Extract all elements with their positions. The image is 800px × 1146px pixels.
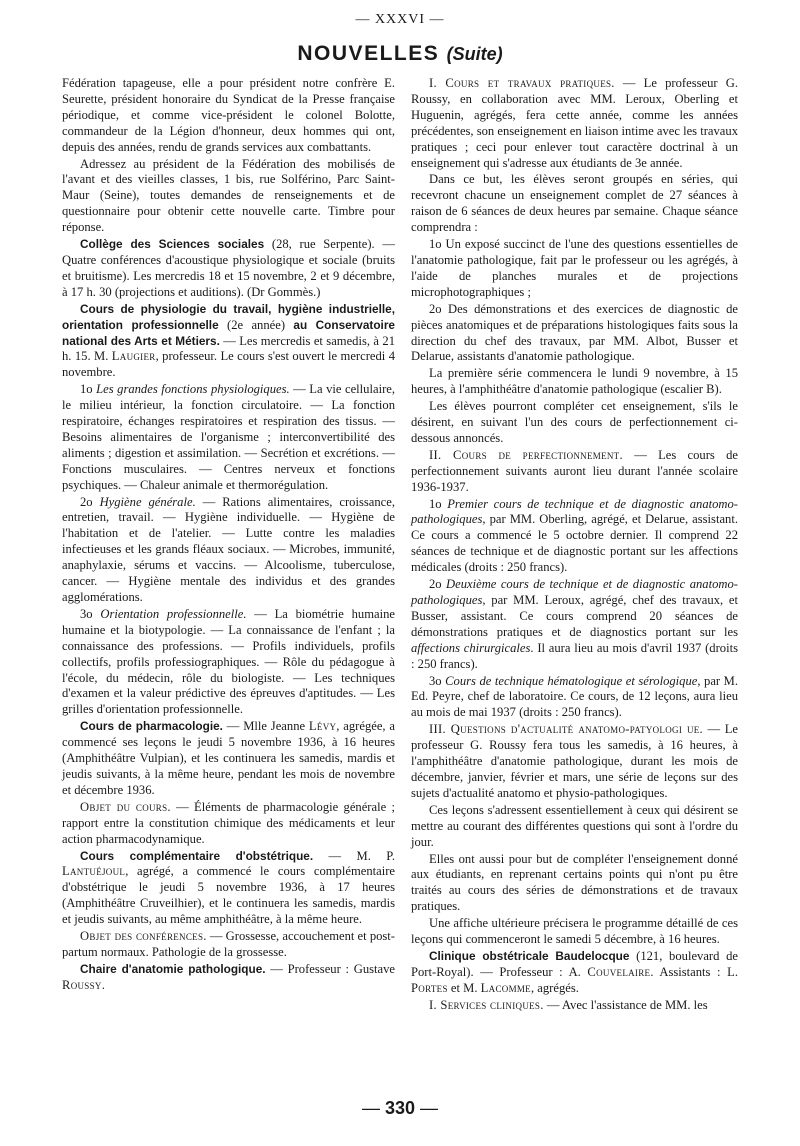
paragraph-text: , agrégés. [530,980,579,995]
person-name: Roussy [62,977,102,992]
paragraph: Dans ce but, les élèves seront groupés en séries, qui recevront chacune un enseignement complet de 27 séances à raison de 6 séances de deux heures par semaine. Chaque séance comprendra : [411,172,738,235]
paragraph [62,607,395,718]
paragraph [411,949,738,997]
page-number-dash: — [415,1098,439,1118]
paragraph-text: , professeur. Le cours s'est ouvert le mercredi 4 novembre. [62,349,395,380]
paragraph-text: — Les mercredis et samedis, à 21 h. 15. M. [62,333,395,364]
item-title: Premier cours de technique et de diagnostic anatomo-pathologiques [411,496,738,527]
paragraph: 1o Un exposé succinct de l'une des questions essentielles de l'anatomie pathologique, fait par le professeur ou les agrégés, à l'aide de planches murales et de projections microphotographiques ; [411,237,738,299]
paragraph-text: (2e année) [218,317,294,332]
title-subtitle: (Suite) [446,44,503,64]
section-heading: Cours de physiologie du travail, hygiène industrielle, orientation professionnelle [62,301,395,332]
person-name: Lantuéjoul [62,864,126,879]
paragraph [62,237,395,301]
paragraph-text: (121, boulevard de Port-Royal). — Professeur : A. [411,948,738,979]
paragraph: La première série commencera le lundi 9 novembre, à 15 heures, à l'amphithéâtre d'anatomie pathologique (escalier B). [411,366,738,397]
paragraph-text: . Il aura lieu au mois d'avril 1937 (droits : 250 francs). [411,640,738,671]
item-number: 3o [429,673,446,688]
item-number: 3o [80,606,101,621]
item-number: 1o [80,382,97,397]
item-number: 2o [429,577,447,592]
paragraph-text: — Grossesse, accouchement et post-partum normaux. Pathologie de la grossesse. [62,929,396,959]
title-text: NOUVELLES [297,42,440,65]
paragraph-text: , par MM. Leroux, agrégé, chef des travaux, et Busser, assistant. Ce cours comprend 20 séances de démonstrations pratiques et de diagnostics portant sur les [411,593,738,639]
paragraph-text: — Les cours de perfectionnement suivants auront lieu durant l'année scolaire 1936-1937. [411,447,738,494]
paragraph-text: . [101,977,105,992]
paragraph [411,76,738,171]
paragraph-text: — Rations alimentaires, croissance, entretien, travail. — Hygiène individuelle. — Hygiène de l'habitation et de l'atelier. — Lutte contre les maladies infectieuses et les grands fléaux sociaux. — Microbes, immunité, anaphylaxie, sérums et vaccins. — Alcoolisme, tuberculose, cancer. — Hygiène mentale des individus et des grandes agglomérations. [62,494,395,604]
paragraph-text: — La biométrie humaine humaine et la biotypologie. — La connaissance de l'enfant ; la connaissance des professions. — Profils individuels, profils collectifs, profils professiographiques. — Rôle du pédagogue à l'école, du médecin, rôle du biologiste. — Les techniques d'examen et la valeur prédictive des épreuves d'aptitudes. — Les grilles d'orientation professionnelle. [62,606,395,717]
paragraph-text: — Éléments de pharmacologie générale ; rapport entre la constitution chimique des médicaments et leur action pharmacodynamique. [62,799,395,846]
paragraph-text: . Assistants : L. [650,964,738,979]
paragraph: Ces leçons s'adressent essentiellement à ceux qui désirent se mettre au courant des différentes questions qui sont à l'ordre du jour. [411,802,738,849]
paragraph [411,674,738,722]
emphasis: affections chirurgicales [411,640,531,655]
paragraph: Les élèves pourront compléter cet enseignement, s'ils le désirent, en suivant l'un des cours de perfectionnement ci-dessous annoncés. [411,399,738,445]
paragraph-text: — Le professeur G. Roussy fera tous les samedis, à 16 heures, à l'amphithéâtre d'anatomie pathologique, durant les mois de décembre, janvier, février et mars, une série de leçons sur des sujets d'actualité anatomo et physio-pathologiques. [411,722,738,800]
person-name: Portes [411,980,448,995]
subsection-label: III. Questions d'actualité anatomo-patyologi ue. [429,722,704,737]
paragraph: 2o Des démonstrations et des exercices de diagnostic de pièces anatomiques et de préparations histologiques faits sous la direction du chef des travaux, par MM. Albot, Busser et Delarue, assistants d'anatomie pathologique. [411,301,738,364]
paragraph [411,722,738,802]
person-name: Lévy [308,719,337,734]
item-title: Orientation professionnelle. [100,606,247,621]
paragraph-text: , par MM. Oberling, agrégé, et Delarue, assistant. Ce cours a commencé le 5 octobre dernier. Il comprend 22 séances de technique et de diagnostic portant sur les affections médicales (droits : 250 francs). [411,512,738,575]
person-name: Laugier [111,349,156,364]
section-heading: Cours de pharmacologie. [80,719,223,734]
paragraph [411,577,738,672]
person-name: Couvelaire [587,964,651,979]
paragraph-text: et M. [447,980,481,995]
paragraph [62,800,395,848]
subsection-label: I. Cours et travaux pratiques. [429,76,615,90]
item-title: Les grandes fonctions physiologiques. [96,382,290,397]
paragraph-text: — Le professeur G. Roussy, en collaboration avec MM. Leroux, Oberling et Huguenin, agrégés, fera cette année, comme les années précédentes, son enseignement en liaison intime avec les travaux pratiques ; ceci pour enlever tout caractère doctrinal à un enseignement qui s'adresse aux étudiants de 3e année. [411,76,738,170]
paragraph [62,962,395,994]
subsection-label: Objet des conférences. [80,929,207,944]
paragraph-text: , agrégée, a commencé ses leçons le jeudi 5 novembre 1936, à 16 heures (Amphithéâtre Vulpian), et les continuera les samedis, mardis et jeudis suivants, à la même heure, pendant les mois de novembre et décembre 1936. [62,719,395,797]
person-name: Lacomme [480,980,531,995]
paragraph [62,302,395,382]
section-heading: Cours complémentaire d'obstétrique. [80,848,314,863]
paragraph [62,495,395,606]
paragraph-text: (28, rue Serpente). — Quatre conférences d'acoustique physiologique et sociale (bruits et bruitisme). Les mercredis 18 et 15 novembre, 2 et 9 décembre, à 17 h. 30 (projections et auditions). (Dr Gommès.) [62,237,396,299]
paragraph [411,998,738,1014]
paragraph-text: — La vie cellulaire, le milieu intérieur, la fonction circulatoire. — La fonction respiratoire, échanges respiratoires et respiration des tissus. — Besoins alimentaires de l'organisme ; interconvertibilité des aliments ; digestion et assimilation. — Secrétion et excrétions. — Fonctions musculaires. — Centres nerveux et fonctions psychiques. — Chaleur animale et thermorégulation. [62,382,395,492]
item-number: 1o [429,496,448,511]
page-number-value: 330 [384,1098,416,1118]
item-title: Hygiène générale. [99,494,196,509]
page-number [0,1098,800,1119]
subsection-label: Objet du cours. [80,799,171,814]
section-heading: au Conservatoire national des Arts et Métiers. [62,317,395,348]
paragraph: Adressez au président de la Fédération des mobilisés de l'avant et des vieilles classes, 1 bis, rue Solférino, Parc Saint-Maur (Seine), toutes demandes de renseignements et de questionnaire pour obtenir cette nouvelle carte. Timbre pour réponse. [62,156,395,235]
subsection-label: I. Services cliniques. [429,997,544,1012]
right-column [411,76,738,1015]
left-column [62,76,395,995]
item-title: Deuxième cours de technique et de diagnostic anatomo-pathologiques [411,577,738,607]
paragraph-text: , par M. Ed. Peyre, chef de laboratoire. Ce cours, de 12 leçons, aura lieu au mois de mai 1937 (droits : 250 francs). [411,673,738,720]
paragraph [62,719,395,799]
paragraph-text: — Avec l'assistance de MM. les [543,997,708,1012]
paragraph-text: , agrégé, a commencé le cours complémentaire d'obstétrique le jeudi 5 novembre 1936, à 17 heures (Amphithéâtre Cruveilhier), et le continuera les samedis, mardis et jeudis suivants, au même amphithéâtre, à la même heure. [62,864,395,927]
subsection-label: II. Cours de perfectionnement. [429,447,623,462]
paragraph-text: — Professeur : Gustave [265,961,395,976]
paragraph [62,849,395,929]
paragraph [62,382,395,493]
paragraph-text: — Mlle Jeanne [222,719,309,734]
paragraph: Fédération tapageuse, elle a pour président notre confrère E. Seurette, président honoraire du Syndicat de la Presse française périodique, et comme vice-président le colonel Bolotte, commandeur de la Légion d'honneur, deux hommes qui ont, depuis des années, rendu de grands services aux combattants. [62,76,395,154]
page-title [0,42,800,66]
section-heading: Clinique obstétricale Baudelocque [429,948,630,963]
paragraph [411,497,738,577]
paragraph [411,448,738,496]
paragraph-text: — M. P. [313,848,395,863]
page-roman-numeral: — XXXVI — [355,12,445,27]
paragraph [62,929,395,961]
section-heading: Collège des Sciences sociales [80,237,265,252]
page-number-dash: — [361,1098,385,1118]
section-heading: Chaire d'anatomie pathologique. [80,961,266,976]
paragraph: Une affiche ultérieure précisera le programme détaillé de ces leçons qui commenceront le samedi 5 décembre, à 16 heures. [411,916,738,947]
item-title: Cours de technique hématologique et sérologique [445,673,698,688]
paragraph: Elles ont aussi pour but de compléter l'enseignement donné aux étudiants, en reprenant certains points qui n'ont pu être traités au cours des séries de démonstrations et de travaux pratiques. [411,851,738,914]
item-number: 2o [80,494,100,509]
